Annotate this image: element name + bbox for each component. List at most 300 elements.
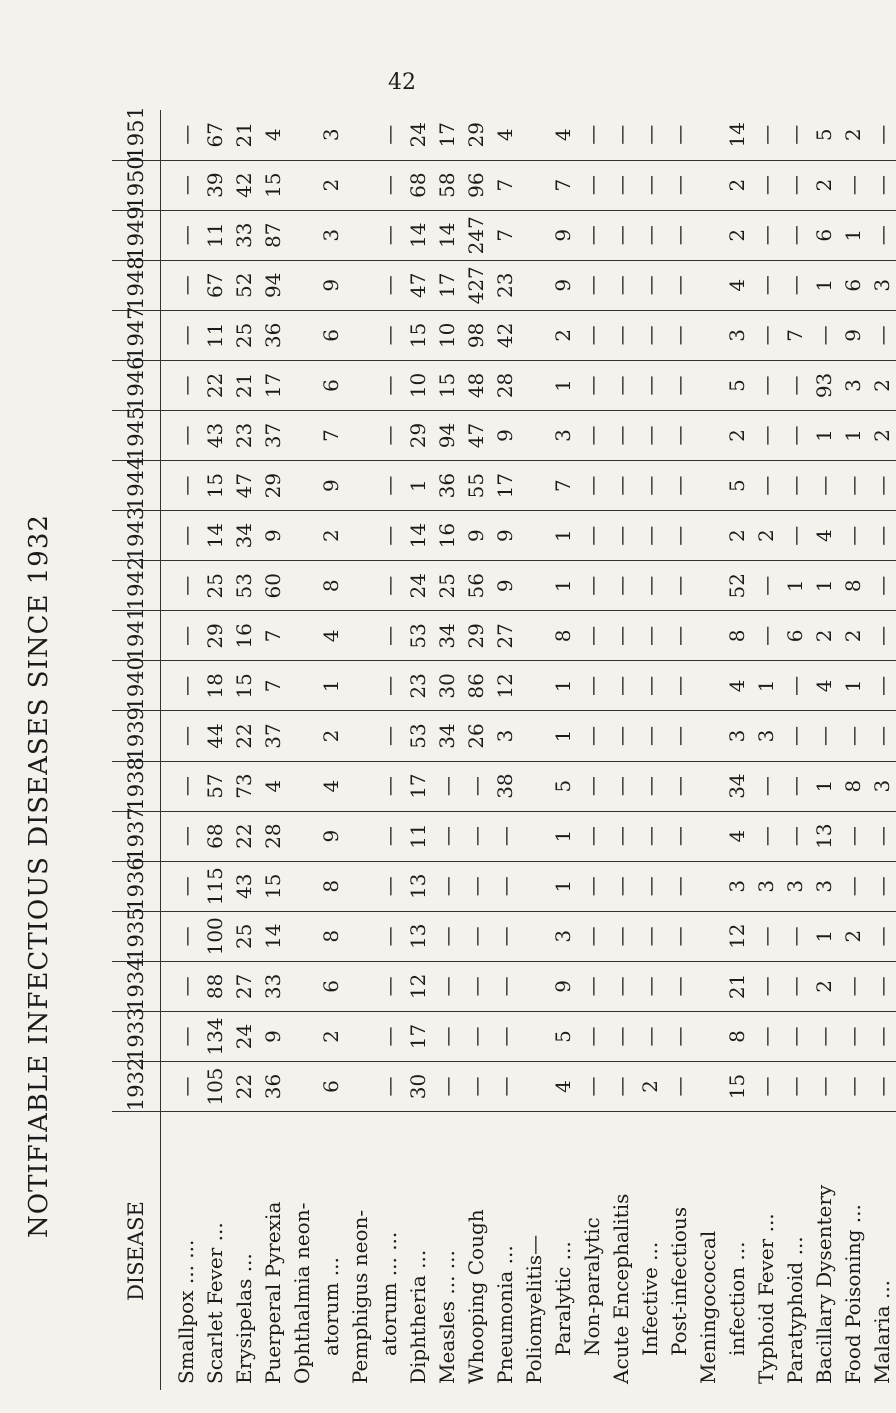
table-cell: —	[751, 1062, 780, 1112]
table-cell: 9	[316, 811, 345, 861]
table-cell	[287, 811, 316, 861]
table-cell: —	[461, 1062, 490, 1112]
table-cell: 14	[432, 210, 461, 260]
table-cell: 1	[838, 210, 867, 260]
table-cell: —	[374, 260, 403, 310]
table-cell: —	[838, 461, 867, 511]
table-cell	[519, 260, 548, 310]
table-cell	[693, 461, 722, 511]
table-cell: 37	[258, 711, 287, 761]
table-cell: 13	[403, 911, 432, 961]
table-cell: 15	[432, 360, 461, 410]
table-cell: —	[490, 961, 519, 1011]
table-cell: —	[635, 961, 664, 1011]
header-year: 1945	[112, 410, 161, 460]
table-cell: 47	[403, 260, 432, 310]
table-cell: —	[577, 461, 606, 511]
table-cell: —	[664, 661, 693, 711]
table-cell: —	[577, 210, 606, 260]
table-row	[722, 110, 751, 1390]
table-cell: 9	[548, 210, 577, 260]
table-cell	[345, 410, 374, 460]
table-cell: 93	[809, 360, 838, 410]
table-cell: —	[606, 210, 635, 260]
table-cell: —	[161, 661, 201, 711]
table-cell: 4	[548, 1062, 577, 1112]
table-header-row	[112, 110, 161, 1390]
table-cell: —	[780, 160, 809, 210]
table-row	[838, 110, 867, 1390]
table-cell: —	[635, 310, 664, 360]
disease-name: Bacillary Dysentery	[809, 1112, 838, 1390]
table-cell: 4	[260, 128, 285, 142]
table-cell: 7	[316, 410, 345, 460]
table-cell	[519, 360, 548, 410]
table-cell: 68	[200, 811, 229, 861]
table-cell: 2	[840, 128, 865, 142]
table-cell	[693, 410, 722, 460]
table-row	[606, 110, 635, 1390]
header-year: 1944	[112, 461, 161, 511]
table-cell: 1	[548, 511, 577, 561]
table-cell: 11	[200, 210, 229, 260]
table-cell: 8	[316, 911, 345, 961]
table-cell	[519, 961, 548, 1011]
table-cell: —	[751, 811, 780, 861]
table-cell	[519, 1011, 548, 1061]
table-cell	[287, 410, 316, 460]
table-cell: 47	[461, 410, 490, 460]
table-cell: —	[664, 310, 693, 360]
table-cell	[693, 561, 722, 611]
disease-name: Meningococcal	[693, 1112, 722, 1390]
rotated-table-stage	[112, 106, 894, 1390]
table-cell: 25	[432, 561, 461, 611]
table-cell: 29	[461, 611, 490, 661]
table-cell	[693, 961, 722, 1011]
table-cell: 16	[432, 511, 461, 561]
table-cell: 1	[316, 661, 345, 711]
table-cell: —	[374, 461, 403, 511]
table-cell: 52	[229, 260, 258, 310]
table-cell: —	[577, 961, 606, 1011]
table-cell: 24	[403, 561, 432, 611]
table-cell: —	[577, 260, 606, 310]
table-cell: 58	[432, 160, 461, 210]
table-cell: —	[780, 360, 809, 410]
table-cell: —	[461, 761, 490, 811]
table-cell: —	[780, 1062, 809, 1112]
table-cell: 14	[403, 511, 432, 561]
table-cell: —	[664, 461, 693, 511]
table-cell: 9	[258, 511, 287, 561]
table-cell: —	[579, 124, 604, 145]
table-cell: —	[751, 360, 780, 410]
table-cell: —	[490, 1011, 519, 1061]
table-cell: —	[606, 360, 635, 410]
table-cell: 8	[316, 861, 345, 911]
table-cell: 1	[838, 410, 867, 460]
table-cell: —	[635, 210, 664, 260]
table-cell: 100	[200, 911, 229, 961]
table-cell: —	[635, 160, 664, 210]
table-cell: —	[606, 661, 635, 711]
table-cell	[693, 110, 722, 160]
table-cell	[345, 360, 374, 410]
table-cell	[693, 911, 722, 961]
table-cell: —	[664, 1062, 693, 1112]
table-cell: 4	[258, 761, 287, 811]
table-row	[229, 110, 258, 1390]
table-cell: —	[606, 461, 635, 511]
table-cell: 43	[229, 861, 258, 911]
table-cell: 2	[809, 611, 838, 661]
table-cell: —	[637, 124, 662, 145]
table-cell: —	[577, 160, 606, 210]
table-cell: 36	[258, 1062, 287, 1112]
table-cell	[693, 1011, 722, 1061]
table-cell: —	[606, 861, 635, 911]
table-cell: —	[635, 761, 664, 811]
table-cell: —	[161, 210, 201, 260]
table-cell: —	[374, 761, 403, 811]
table-cell: 73	[229, 761, 258, 811]
table-cell: 2	[867, 360, 896, 410]
table-cell: —	[635, 861, 664, 911]
table-cell: —	[374, 360, 403, 410]
table-cell	[287, 961, 316, 1011]
table-cell: —	[161, 1011, 201, 1061]
table-cell: 29	[403, 410, 432, 460]
table-cell: 15	[403, 310, 432, 360]
header-year: 1932	[112, 1062, 161, 1112]
table-cell: 53	[229, 561, 258, 611]
table-cell: 33	[229, 210, 258, 260]
table-cell: 4	[550, 128, 575, 142]
table-cell: —	[577, 761, 606, 811]
table-cell: 86	[461, 661, 490, 711]
table-cell: 16	[229, 611, 258, 661]
table-cell: —	[374, 861, 403, 911]
table-cell: —	[664, 210, 693, 260]
header-year: 1949	[112, 210, 161, 260]
table-cell: —	[606, 961, 635, 1011]
table-cell: 2	[316, 711, 345, 761]
disease-name: Poliomyelitis—	[519, 1112, 548, 1390]
table-cell	[345, 861, 374, 911]
table-cell: 21	[229, 360, 258, 410]
disease-name: Diphtheria ...	[403, 1112, 432, 1390]
table-cell: —	[606, 511, 635, 561]
table-cell: 15	[258, 861, 287, 911]
table-row	[403, 110, 432, 1390]
header-year: 1933	[112, 1011, 161, 1061]
table-cell: —	[780, 961, 809, 1011]
table-cell: —	[577, 711, 606, 761]
header-year: 1934	[112, 961, 161, 1011]
disease-name: Scarlet Fever ...	[200, 1112, 229, 1390]
table-cell: —	[577, 611, 606, 661]
table-cell: 22	[229, 811, 258, 861]
table-cell: —	[751, 410, 780, 460]
table-cell: 10	[432, 310, 461, 360]
table-cell: —	[374, 160, 403, 210]
table-cell: —	[838, 861, 867, 911]
table-cell: —	[635, 410, 664, 460]
table-cell	[345, 611, 374, 661]
table-cell: —	[432, 861, 461, 911]
table-cell: 24	[405, 122, 430, 148]
table-cell: 25	[200, 561, 229, 611]
table-cell: 3	[548, 911, 577, 961]
table-cell: —	[838, 160, 867, 210]
table-row	[780, 110, 809, 1390]
table-row	[461, 110, 490, 1390]
disease-name: Whooping Cough	[461, 1112, 490, 1390]
table-cell: 23	[403, 661, 432, 711]
table-cell	[519, 160, 548, 210]
table-cell: 98	[461, 310, 490, 360]
header-year: 1938	[112, 761, 161, 811]
table-cell: 1	[548, 360, 577, 410]
table-cell: 3	[722, 861, 751, 911]
table-cell: 29	[200, 611, 229, 661]
header-year: 1939	[112, 711, 161, 761]
table-row	[577, 110, 606, 1390]
table-cell: 14	[258, 911, 287, 961]
table-cell: —	[867, 1062, 896, 1112]
table-cell: 18	[200, 661, 229, 711]
table-cell	[519, 511, 548, 561]
table-cell: 8	[838, 761, 867, 811]
diseases-table	[112, 106, 896, 1390]
table-cell: —	[461, 1011, 490, 1061]
table-cell: 134	[200, 1011, 229, 1061]
disease-name: Food Poisoning ...	[838, 1112, 867, 1390]
table-cell: 2	[838, 911, 867, 961]
table-cell	[693, 511, 722, 561]
table-cell: —	[161, 410, 201, 460]
table-cell	[345, 811, 374, 861]
table-cell: 3	[780, 861, 809, 911]
table-cell: 1	[751, 661, 780, 711]
table-cell: 4	[809, 511, 838, 561]
table-cell: 8	[548, 611, 577, 661]
table-cell: 2	[316, 160, 345, 210]
table-cell: 34	[722, 761, 751, 811]
table-cell: —	[867, 961, 896, 1011]
table-cell	[519, 410, 548, 460]
table-cell: 7	[490, 210, 519, 260]
table-cell: 9	[490, 561, 519, 611]
table-cell	[287, 711, 316, 761]
table-cell	[519, 861, 548, 911]
table-cell: 23	[490, 260, 519, 310]
table-cell: —	[376, 124, 401, 145]
table-cell: 44	[200, 711, 229, 761]
table-cell: 115	[200, 861, 229, 911]
table-cell	[693, 761, 722, 811]
table-cell: 9	[461, 511, 490, 561]
table-cell: —	[751, 210, 780, 260]
table-cell: 15	[722, 1062, 751, 1112]
table-cell	[693, 310, 722, 360]
table-cell: 2	[722, 511, 751, 561]
table-cell: 34	[432, 611, 461, 661]
table-cell: 14	[724, 122, 749, 148]
table-cell	[345, 561, 374, 611]
table-row	[316, 110, 345, 1390]
table-cell: —	[635, 1011, 664, 1061]
table-cell: —	[490, 911, 519, 961]
table-row	[345, 110, 374, 1390]
table-cell	[519, 561, 548, 611]
table-cell	[287, 260, 316, 310]
table-cell: 3	[722, 711, 751, 761]
table-cell: —	[374, 561, 403, 611]
table-cell: —	[664, 811, 693, 861]
table-cell: 8	[722, 1011, 751, 1061]
table-cell: —	[867, 811, 896, 861]
table-cell	[287, 461, 316, 511]
table-cell	[287, 861, 316, 911]
table-cell: 17	[434, 122, 459, 148]
table-cell: 42	[229, 160, 258, 210]
table-cell: 1	[809, 761, 838, 811]
table-cell: —	[577, 511, 606, 561]
table-cell: 4	[492, 128, 517, 142]
disease-name: Malaria ...	[867, 1112, 896, 1390]
disease-name: Pemphigus neon-	[345, 1112, 374, 1390]
page-title: NOTIFIABLE INFECTIOUS DISEASES SINCE 1932	[24, 514, 54, 1238]
table-cell: —	[432, 1062, 461, 1112]
table-cell: 48	[461, 360, 490, 410]
table-cell: —	[161, 761, 201, 811]
header-year: 1948	[112, 260, 161, 310]
table-row	[693, 110, 722, 1390]
table-cell	[287, 160, 316, 210]
table-cell: 9	[490, 511, 519, 561]
table-cell	[345, 711, 374, 761]
table-cell: 6	[838, 260, 867, 310]
table-cell: —	[869, 124, 894, 145]
table-cell: 4	[316, 761, 345, 811]
table-cell: —	[867, 461, 896, 511]
table-cell: —	[374, 811, 403, 861]
table-cell: —	[173, 124, 198, 145]
table-row	[751, 110, 780, 1390]
table-cell: 1	[809, 561, 838, 611]
table-cell: 27	[490, 611, 519, 661]
table-cell: 6	[316, 961, 345, 1011]
table-cell: —	[161, 611, 201, 661]
table-cell: 7	[258, 611, 287, 661]
table-cell: —	[780, 1011, 809, 1061]
table-cell: —	[606, 310, 635, 360]
table-cell: 1	[780, 561, 809, 611]
table-cell: 9	[490, 410, 519, 460]
table-cell	[345, 511, 374, 561]
table-cell: —	[490, 861, 519, 911]
table-cell	[345, 761, 374, 811]
table-cell: 22	[229, 1062, 258, 1112]
table-cell: 3	[318, 128, 343, 142]
table-cell: —	[780, 461, 809, 511]
table-cell	[693, 661, 722, 711]
table-row	[664, 110, 693, 1390]
disease-name: Acute Encephalitis	[606, 1112, 635, 1390]
table-cell: —	[867, 210, 896, 260]
table-cell: —	[635, 260, 664, 310]
table-cell: 36	[432, 461, 461, 511]
table-cell: —	[664, 410, 693, 460]
table-row	[548, 110, 577, 1390]
table-cell: 96	[461, 160, 490, 210]
table-cell: —	[606, 1011, 635, 1061]
table-cell: 3	[316, 210, 345, 260]
table-cell: —	[838, 961, 867, 1011]
table-cell: 9	[548, 260, 577, 310]
table-cell: 9	[838, 310, 867, 360]
table-cell: —	[577, 561, 606, 611]
table-cell: —	[867, 661, 896, 711]
disease-name: Pneumonia ...	[490, 1112, 519, 1390]
table-cell	[693, 861, 722, 911]
table-cell: 3	[548, 410, 577, 460]
table-cell: —	[577, 861, 606, 911]
table-cell: —	[664, 360, 693, 410]
disease-name: Erysipelas ...	[229, 1112, 258, 1390]
table-cell: 247	[461, 210, 490, 260]
table-cell: —	[635, 360, 664, 410]
table-row	[432, 110, 461, 1390]
table-cell: 47	[229, 461, 258, 511]
table-cell	[693, 360, 722, 410]
table-cell: —	[635, 461, 664, 511]
table-cell: —	[635, 811, 664, 861]
table-cell: —	[867, 911, 896, 961]
table-row	[867, 110, 896, 1390]
table-cell: 4	[722, 661, 751, 711]
table-cell: 17	[258, 360, 287, 410]
table-cell: —	[577, 360, 606, 410]
disease-name: Paratyphoid ...	[780, 1112, 809, 1390]
table-cell	[345, 961, 374, 1011]
table-cell: 53	[403, 611, 432, 661]
page-number: 42	[388, 70, 416, 95]
table-cell: 67	[202, 122, 227, 148]
table-cell: 1	[548, 561, 577, 611]
table-cell: —	[461, 811, 490, 861]
table-cell: 5	[811, 128, 836, 142]
disease-name: Typhoid Fever ...	[751, 1112, 780, 1390]
table-cell: 38	[490, 761, 519, 811]
table-cell: 52	[722, 561, 751, 611]
table-cell: 8	[722, 611, 751, 661]
disease-name: Ophthalmia neon-	[287, 1112, 316, 1390]
table-cell	[693, 210, 722, 260]
table-cell: —	[374, 1062, 403, 1112]
table-cell: —	[161, 961, 201, 1011]
table-cell: 21	[722, 961, 751, 1011]
table-cell: —	[867, 1011, 896, 1061]
table-cell: 1	[809, 911, 838, 961]
table-cell: 3	[867, 260, 896, 310]
table-row	[490, 110, 519, 1390]
table-cell: —	[782, 124, 807, 145]
table-cell: 29	[463, 122, 488, 148]
table-cell: —	[461, 961, 490, 1011]
